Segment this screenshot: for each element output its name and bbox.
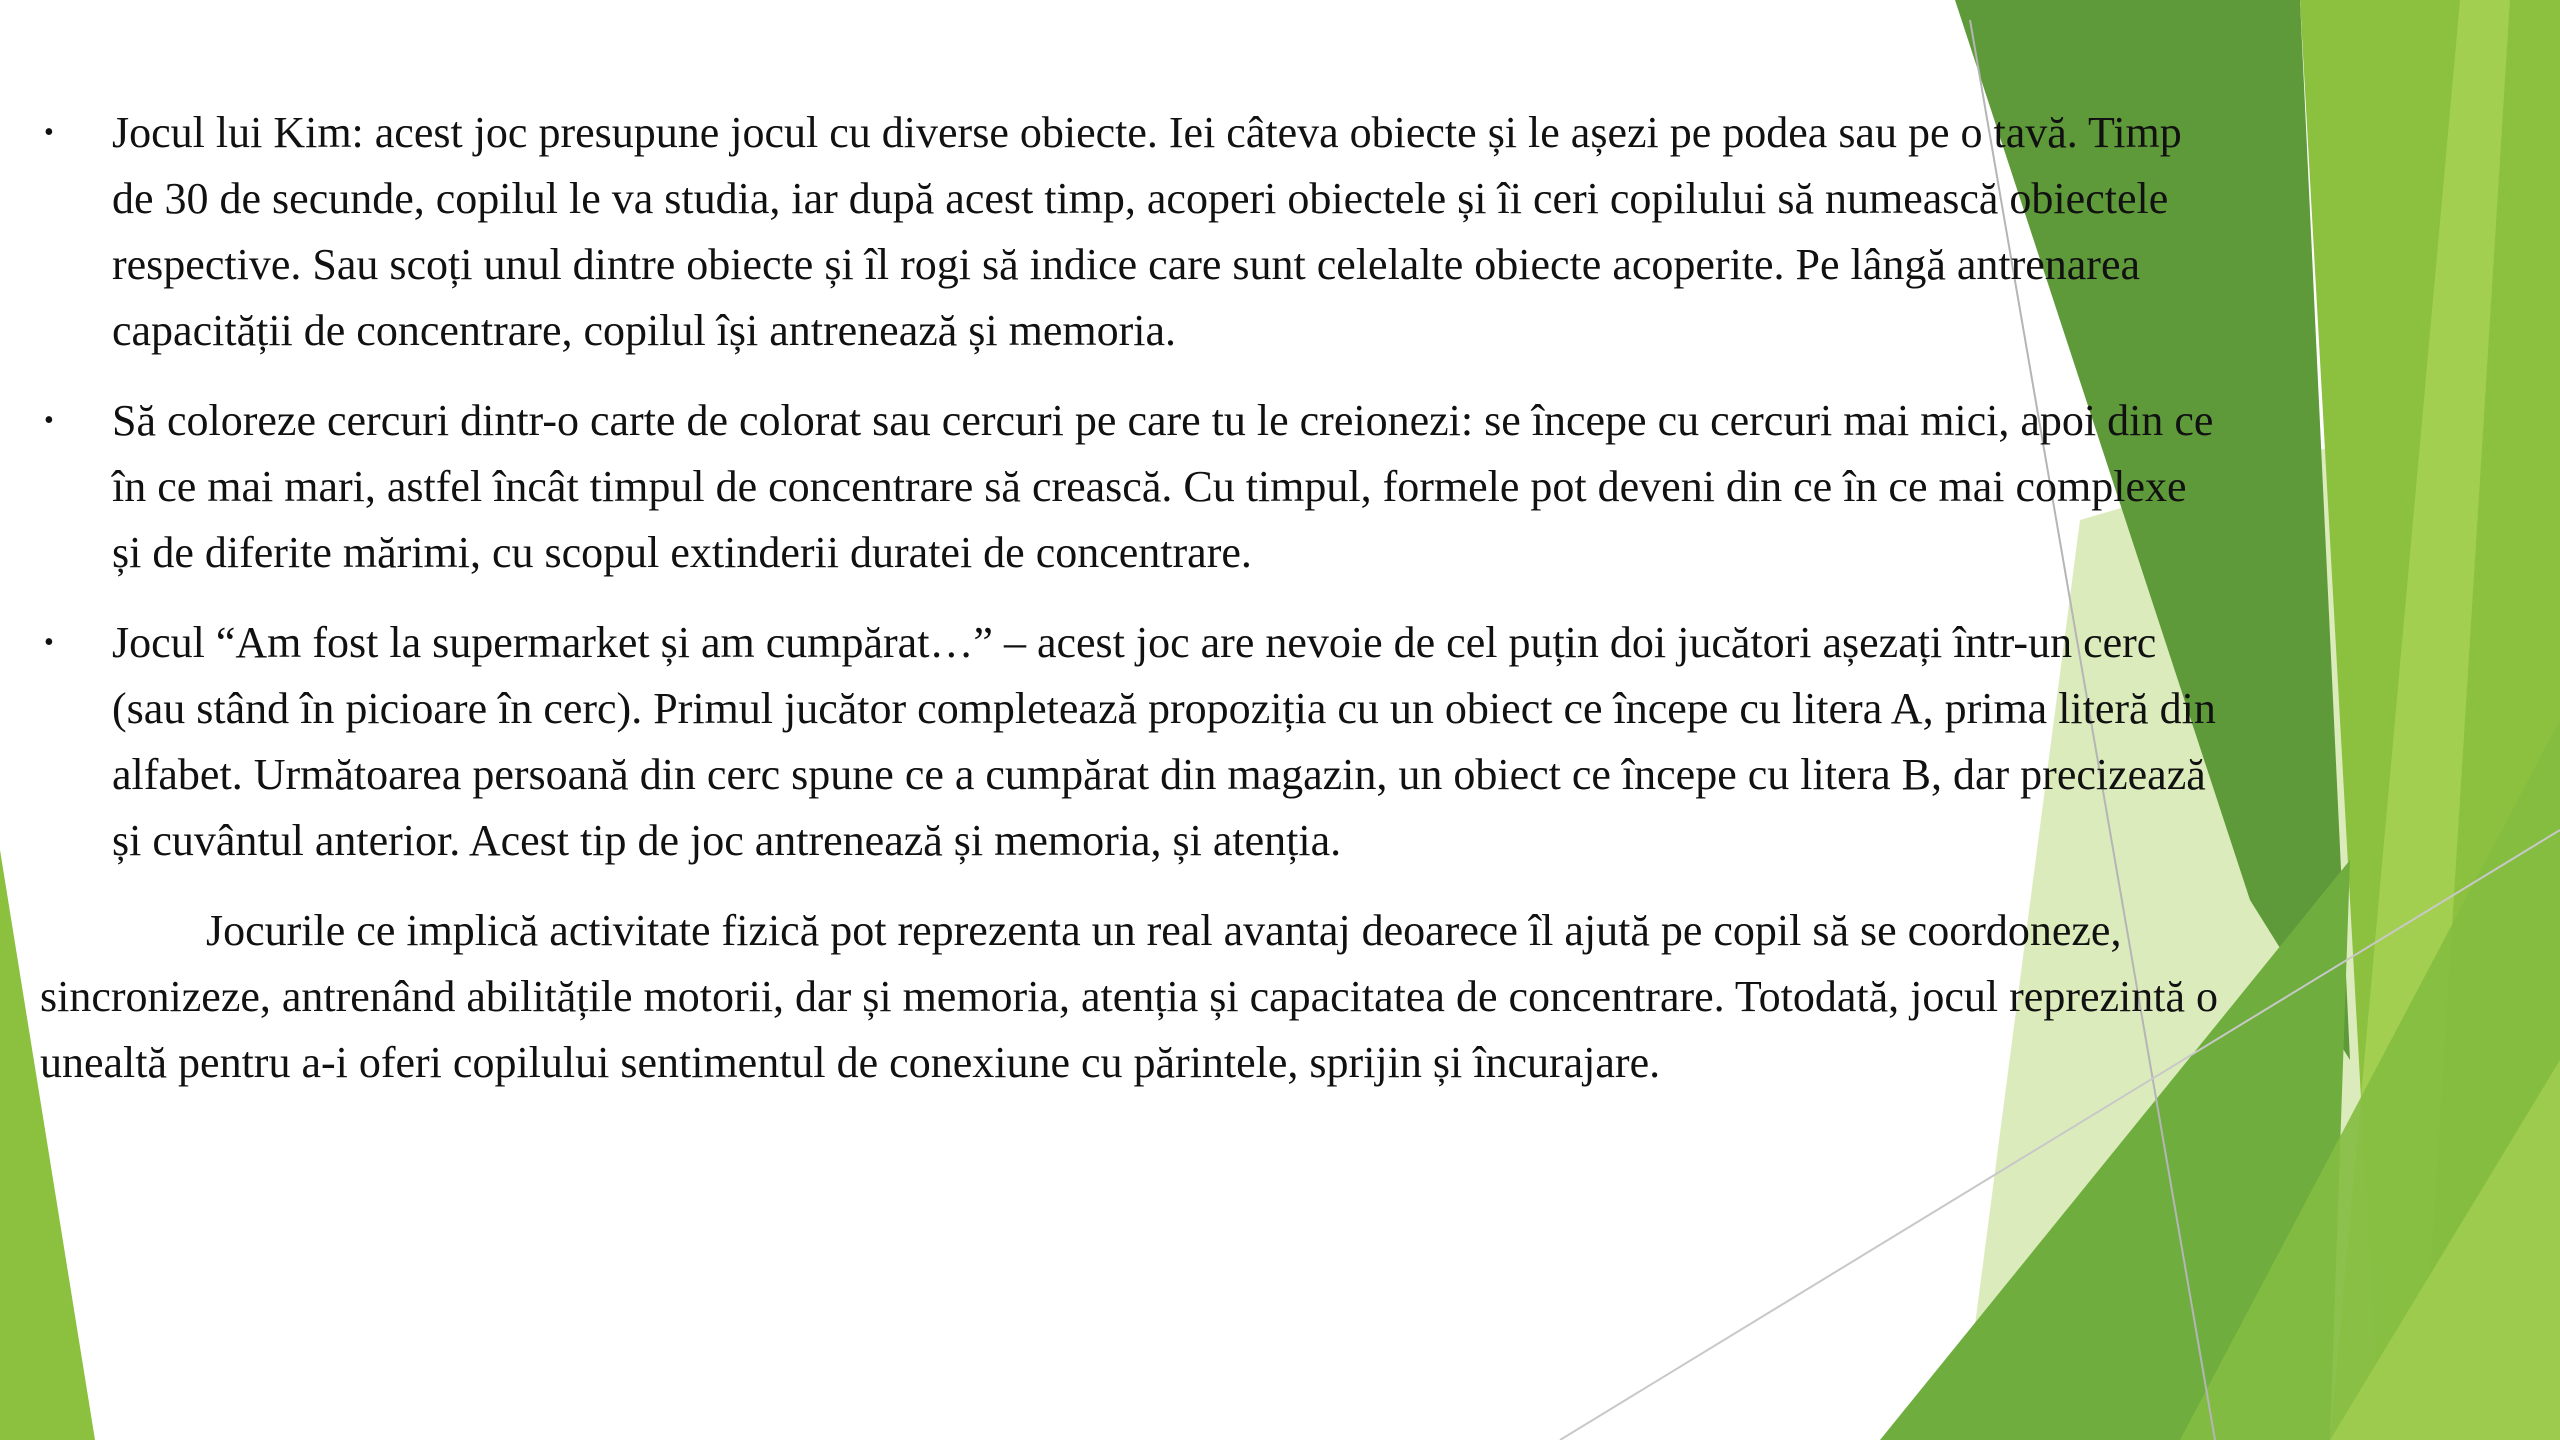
bullet-item-kim-game	[40, 100, 2220, 364]
bullet-text: Jocul “Am fost la supermarket și am cumpărat…” – acest joc are nevoie de cel puțin doi jucători așezați într-un cerc (sau stând în picioare în cerc). Primul jucător completează propoziția cu un obiect ce începe cu litera A, prima literă din alfabet. Următoarea persoană din cerc spune ce a cumpărat din magazin, un obiect ce începe cu litera B, dar precizează și cuvântul anterior. Acest tip de joc antrenează și memoria, și atenția.	[112, 618, 2216, 865]
bullet-dot-icon: •	[44, 627, 54, 658]
bullet-text: Jocul lui Kim: acest joc presupune jocul cu diverse obiecte. Iei câteva obiecte și le așezi pe podea sau pe o tavă. Timp de 30 de secunde, copilul le va studia, iar după acest timp, acoperi obiectele și îi ceri copilului să numească obiectele respective. Sau scoți unul dintre obiecte și îl rogi să indice care sunt celelalte obiecte acoperite. Pe lângă antrenarea capacității de concentrare, copilul își antrenează și memoria.	[112, 108, 2182, 355]
closing-paragraph: Jocurile ce implică activitate fizică pot reprezenta un real avantaj deoarece îl ajută pe copil să se coordoneze, sincronizeze, antrenând abilitățile motorii, dar și memoria, atenția și capacitatea de concentrare. Totodată, jocul reprezintă o unealtă pentru a-i oferi copilului sentimentul de conexiune cu părintele, sprijin și încurajare.	[40, 906, 2219, 1087]
slide-content	[40, 100, 2220, 1096]
bullet-dot-icon: •	[44, 405, 54, 436]
bullet-item-coloring-circles	[40, 388, 2220, 586]
bullet-dot-icon: •	[44, 117, 54, 148]
bullet-text: Să coloreze cercuri dintr-o carte de colorat sau cercuri pe care tu le creionezi: se începe cu cercuri mai mici, apoi din ce în ce mai mari, astfel încât timpul de concentrare să crească. Cu timpul, formele pot deveni din ce în ce mai complexe și de diferite mărimi, cu scopul extinderii duratei de concentrare.	[112, 396, 2214, 577]
bullet-item-supermarket-game	[40, 610, 2220, 874]
bullet-list	[40, 100, 2220, 874]
